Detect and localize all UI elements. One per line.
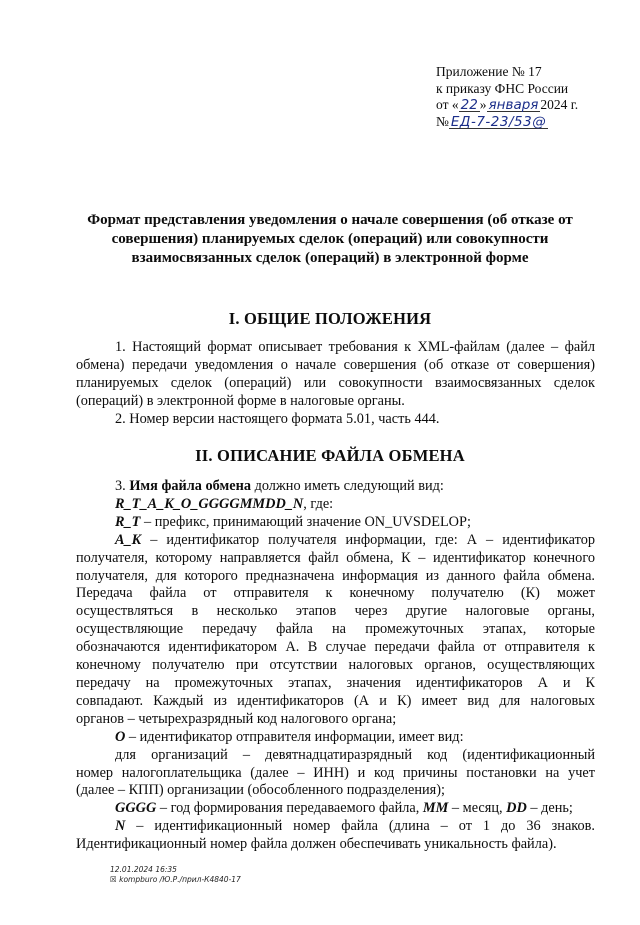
title-line-3: взаимосвязанных сделок (операций) в электронной форме — [131, 250, 529, 266]
title-line-1: Формат представления уведомления о начале совершения (об отказе от — [87, 212, 573, 228]
date-year: 2024 г. — [540, 97, 579, 112]
p1-line-3: планируемых сделок (операций) или совокупности взаимосвязанных сделок — [76, 374, 595, 391]
ak-line-9: передачу на промежуточных этапах, значения идентификаторов А и К — [76, 674, 595, 691]
print-footer — [110, 865, 241, 885]
handwritten-month: января — [488, 97, 539, 113]
section-2-heading: II. ОПИСАНИЕ ФАЙЛА ОБМЕНА — [195, 446, 465, 465]
o-term: O — [115, 728, 126, 745]
ak-desc: – идентификатор получателя информации, где: А – идентификатор — [150, 531, 595, 548]
p2-line: 2. Номер версии настоящего формата 5.01, часть 444. — [115, 410, 440, 427]
dd-desc: – день; — [530, 800, 573, 817]
gggg-desc: – год формирования передаваемого файла, — [159, 800, 420, 817]
date-terms-line — [76, 800, 595, 818]
ak-line-2: получателя, которому направляется файл обмена, К – идентификатор конечного — [76, 549, 595, 566]
o-line — [76, 729, 595, 747]
p3-bold-term: Имя файла обмена — [129, 478, 251, 494]
appendix-title: Приложение № 17 — [436, 64, 542, 79]
gggg-term: GGGG — [115, 800, 157, 817]
title-line-2: совершения) планируемых сделок (операций) или совокупности — [111, 231, 549, 247]
ak-line-10: совпадают. Каждый из идентификаторов (А и К) имеет вид для налоговых — [76, 692, 595, 709]
p1-line-1: 1. Настоящий формат описывает требования к XML-файлам (далее – файл — [115, 339, 595, 355]
p3-number: 3. — [115, 478, 126, 494]
pattern-rest: , где: — [303, 495, 334, 512]
document-title — [70, 211, 590, 268]
org-line-1: для организаций – девятнадцатиразрядный код (идентификационный — [115, 746, 595, 763]
handwritten-number: ЕД-7-23/53@ — [450, 113, 547, 130]
handwritten-day: 22 — [460, 97, 478, 113]
pattern-line — [76, 496, 595, 514]
o-desc: – идентификатор отправителя информации, имеет вид: — [128, 728, 464, 745]
p1-line-4: (операций) в электронной форме в налоговые органы. — [76, 392, 405, 409]
ak-line-4: Передача файла от отправителя к конечному получателю (К) может — [76, 585, 595, 602]
rt-line — [76, 514, 595, 532]
p3-rest: должно иметь следующий вид: — [254, 478, 444, 494]
dd-term: DD — [506, 800, 527, 817]
org-line-2: номер налогоплательщика (далее – ИНН) и код причины постановки на учет — [76, 764, 595, 781]
n-line-2: Идентификационный номер файла должен обеспечивать уникальность файла). — [76, 836, 557, 853]
ak-line-7: обозначаются идентификатором А. В случае передачи файла от отправителя к — [76, 639, 595, 656]
mm-desc: – месяц, — [451, 800, 503, 817]
number-prefix: № — [436, 113, 449, 129]
ak-line-1 — [76, 532, 595, 550]
rt-term: R_T — [115, 513, 141, 530]
footer-file-path: ☒ kompburo /Ю.Р./прил-К4840-17 — [110, 875, 241, 884]
appendix-date — [436, 97, 578, 114]
ak-line-11: органов – четырехразрядный код налогового органа; — [76, 710, 397, 727]
p3-line — [76, 478, 595, 496]
org-line-3: (далее – КПП) организации (обособленного подразделения); — [76, 782, 445, 799]
appendix-number — [436, 114, 578, 131]
n-term: N — [115, 818, 126, 835]
ak-line-3: получателя, для которого предназначена информация из данного файла обмена. — [76, 567, 595, 584]
p1-line-2: обмена) передачи уведомления о начале совершения (об отказе от совершения) — [76, 356, 595, 373]
date-mid: » — [479, 97, 487, 112]
appendix-order: к приказу ФНС России — [436, 80, 569, 96]
file-name-pattern: R_T_A_K_O_GGGGMMDD_N — [115, 495, 304, 512]
section-1-heading: I. ОБЩИЕ ПОЛОЖЕНИЯ — [228, 309, 432, 328]
ak-term: A_K — [115, 531, 142, 548]
section-1-body — [76, 339, 595, 429]
ak-line-6: осуществляющие передачу файла на промежуточных этапах, которые — [76, 621, 595, 638]
section-2-body — [76, 478, 595, 854]
footer-timestamp: 12.01.2024 16:35 — [110, 865, 177, 874]
n-line-1 — [76, 818, 595, 836]
ak-line-5: осуществляться в несколько этапов через другие налоговые органы, — [76, 603, 595, 620]
rt-desc: – префикс, принимающий значение ON_UVSDELOP; — [144, 513, 471, 530]
mm-term: MM — [422, 800, 449, 817]
n-desc: – идентификационный номер файла (длина – от 1 до 36 знаков. — [136, 818, 596, 835]
ak-line-8: конечному получателю при отсутствии налоговых органов, осуществляющих — [76, 657, 595, 674]
date-prefix: от « — [436, 97, 459, 112]
appendix-header — [436, 64, 578, 130]
